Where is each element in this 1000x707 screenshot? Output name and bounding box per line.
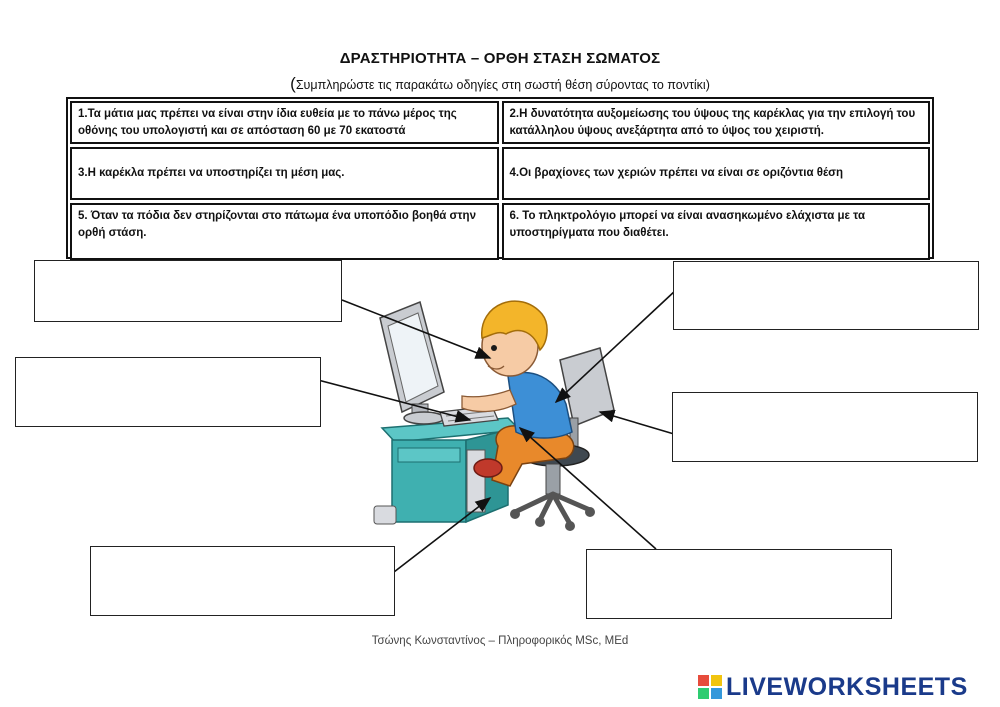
instruction-item-3-text: 3.Η καρέκλα πρέπει να υποστηρίζει τη μέση μας. — [78, 167, 345, 179]
instruction-item-6[interactable]: 6. Το πληκτρολόγιο μπορεί να είναι ανασηκωμένο ελάχιστα με τα υποστηρίγματα που διαθέτει. — [502, 203, 931, 260]
instruction-item-2[interactable]: 2.Η δυνατότητα αυξομείωσης του ύψους της καρέκλας για την επιλογή του κατάλληλου ύψους ανεξάρτητα από το ύψος του χειριστή. — [502, 101, 931, 144]
subtitle-paren: ( — [290, 74, 296, 93]
answer-box-middle-right[interactable] — [672, 392, 978, 462]
answer-box-bottom-right[interactable] — [586, 549, 892, 619]
monitor-icon — [380, 302, 444, 424]
answer-box-top-right[interactable] — [673, 261, 979, 330]
subtitle-text: Συμπληρώστε τις παρακάτω οδηγίες στη σωστή θέση σύροντας το ποντίκι) — [295, 78, 710, 92]
worksheet-title: ΔΡΑΣΤΗΡΙΟΤΗΤΑ – ΟΡΘΗ ΣΤΑΣΗ ΣΩΜΑΤΟΣ — [339, 50, 661, 67]
instruction-item-4-text: 4.Οι βραχίονες των χεριών πρέπει να είναι σε οριζόντια θέση — [509, 167, 844, 179]
instruction-item-1[interactable]: 1.Τα μάτια μας πρέπει να είναι στην ίδια ευθεία με το πάνω μέρος της οθόνης του υπολογιστή και σε απόσταση 60 με 70 εκατοστά — [70, 101, 499, 144]
liveworksheets-logo-icon — [697, 674, 723, 700]
answer-box-middle-left[interactable] — [15, 357, 321, 427]
author-credit: Τσώνης Κωνσταντίνος – Πληροφορικός MSc, MEd — [371, 635, 629, 647]
liveworksheets-brand[interactable] — [697, 672, 968, 702]
instruction-item-5[interactable]: 5. Όταν τα πόδια δεν στηρίζονται στο πάτωμα ένα υποπόδιο βοηθά στην ορθή στάση. — [70, 203, 499, 260]
answer-box-top-left[interactable] — [34, 260, 342, 322]
brand-name: LIVEWORKSHEETS — [726, 672, 968, 701]
answer-box-bottom-left[interactable] — [90, 546, 395, 616]
